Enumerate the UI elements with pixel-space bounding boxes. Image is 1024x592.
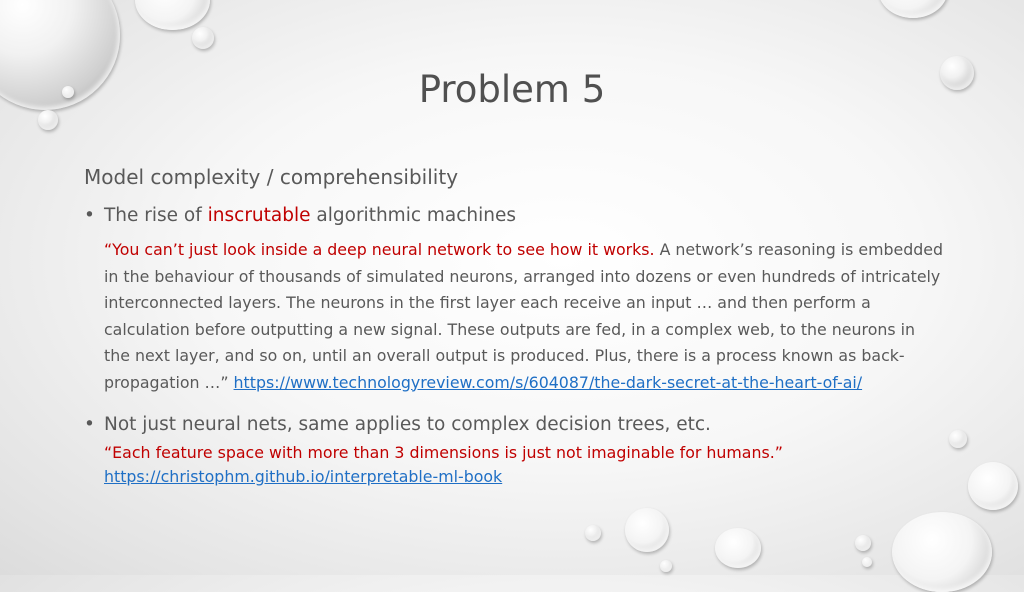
water-drop-decoration (660, 560, 672, 572)
bullet-highlight-text: inscrutable (207, 205, 311, 226)
quote-block (104, 237, 944, 396)
water-drop-decoration (135, 0, 210, 30)
quote-text: “Each feature space with more than 3 dimensions is just not imaginable for humans.” (104, 443, 783, 462)
water-drop-decoration (862, 557, 872, 567)
quote-block (104, 441, 964, 489)
bullet-text-suffix: algorithmic machines (310, 205, 517, 226)
water-drop-decoration (878, 0, 948, 18)
bullet-text: Not just neural nets, same applies to complex decision trees, etc. (104, 414, 711, 435)
water-drop-decoration (968, 462, 1018, 510)
bullet-icon: • (84, 205, 95, 226)
water-drop-decoration (855, 535, 871, 551)
quote-highlight-text: “You can’t just look inside a deep neural network to see how it works. (104, 240, 655, 259)
water-drop-decoration (585, 525, 601, 541)
book-link[interactable]: https://christophm.github.io/interpretable-ml-book (104, 467, 503, 486)
slide-title: Problem 5 (418, 68, 606, 111)
bullet-item (84, 205, 516, 226)
water-drop-decoration (892, 512, 992, 592)
water-drop-decoration (38, 110, 58, 130)
water-drop-decoration (192, 27, 214, 49)
bullet-text-prefix: The rise of (104, 205, 208, 226)
water-drop-decoration (715, 528, 761, 568)
article-link[interactable]: https://www.technologyreview.com/s/604087/the-dark-secret-at-the-heart-of-ai/ (233, 372, 863, 392)
quote-body-text: A network’s reasoning is embedded in the behaviour of thousands of simulated neurons, arranged into dozens or even hundreds of intricately interconnected layers. The neurons in the first layer each receive an input … and then perform a calculation before outputting a new signal. These outputs are fed, in a complex web, to the neurons in the next layer, and so on, until an overall output is produced. Plus, there is a process known as back-propagation …” (104, 240, 944, 392)
water-drop-decoration (625, 508, 669, 552)
slide-subheading: Model complexity / comprehensibility (84, 165, 459, 189)
bullet-icon: • (84, 414, 95, 435)
bullet-item (84, 414, 711, 435)
